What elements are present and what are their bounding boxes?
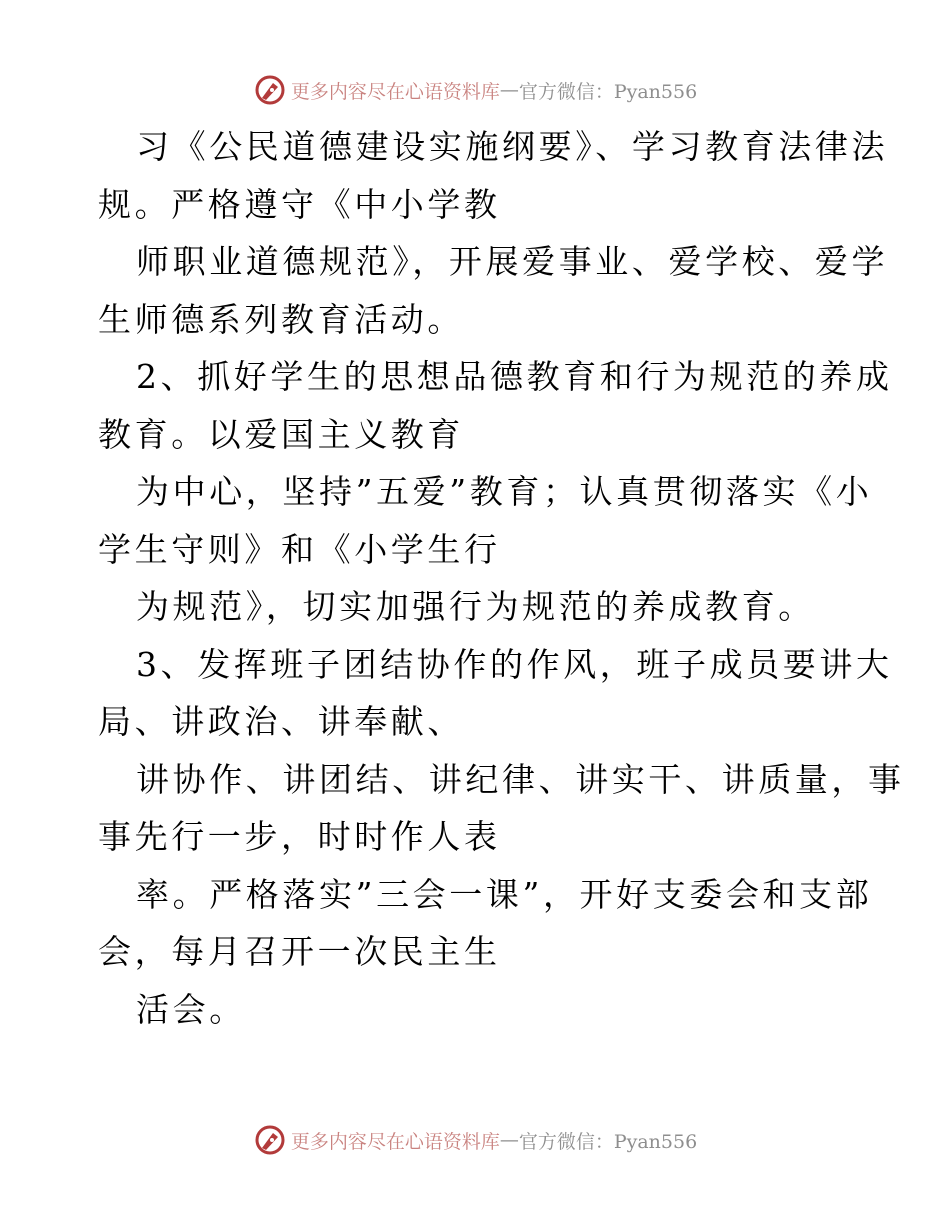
text-line: 习《公民道德建设实施纲要》、学习教育法律法 <box>136 127 889 166</box>
text-line: 率。严格落实”三会一课”，开好支委会和支部 <box>136 874 873 914</box>
text-line: 事先行一步，时时作人表 <box>98 817 501 856</box>
text-line: 活会。 <box>136 989 246 1029</box>
text-line: 会，每月召开一次民主生 <box>98 932 501 971</box>
pen-nib-icon <box>253 1123 287 1157</box>
banner-separator: — <box>499 1129 519 1151</box>
text-line: 2、抓好学生的思想品德教育和行为规范的养成 <box>136 357 893 396</box>
text-line: 3、发挥班子团结协作的作风，班子成员要讲大 <box>136 644 893 684</box>
text-line: 师职业道德规范》，开展爱事业、爱学校、爱学 <box>136 242 889 281</box>
banner-wechat: 官方微信：Pyan556 <box>518 80 698 103</box>
banner-separator: — <box>499 79 519 101</box>
banner-wechat: 官方微信：Pyan556 <box>518 1130 698 1153</box>
text-line: 为中心，坚持”五爱”教育；认真贯彻落实《小 <box>136 472 873 511</box>
text-line: 教育。以爱国主义教育 <box>98 414 464 454</box>
text-line: 讲协作、讲团结、讲纪律、讲实干、讲质量，事 <box>136 759 905 799</box>
banner-site-name: 更多内容尽在心语资料库 <box>290 80 500 103</box>
text-line: 学生守则》和《小学生行 <box>98 529 501 569</box>
document-body <box>98 118 905 1038</box>
pen-nib-icon <box>253 73 287 107</box>
text-line: 规。严格遵守《中小学教 <box>98 184 501 224</box>
banner-site-name: 更多内容尽在心语资料库 <box>290 1130 500 1153</box>
footer-watermark-banner <box>0 1120 950 1160</box>
text-line: 为规范》，切实加强行为规范的养成教育。 <box>136 587 815 626</box>
text-line: 局、讲政治、讲奉献、 <box>98 702 464 741</box>
header-watermark-banner <box>0 70 950 110</box>
text-line: 生师德系列教育活动。 <box>98 299 464 339</box>
